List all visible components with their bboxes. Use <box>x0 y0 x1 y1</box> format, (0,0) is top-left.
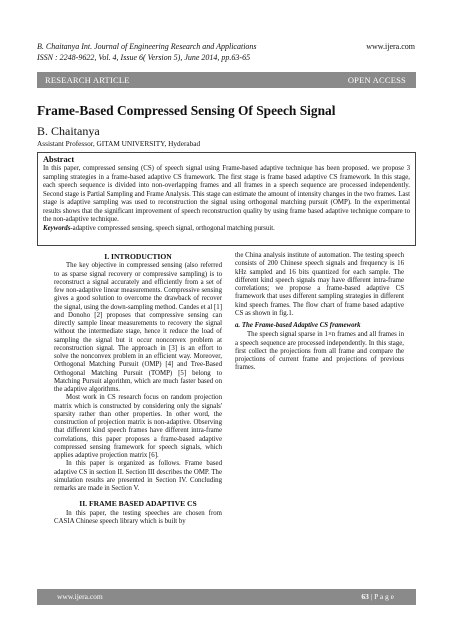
paper-title: Frame-Based Compressed Sensing Of Speech Signal <box>37 103 336 118</box>
page-number <box>361 592 394 601</box>
intro-paragraph-3: In this paper is organized as follows. Frame based adaptive CS in section II. Section III describes the OMP. The simulation results are presented in Section IV. Concluding remarks are made in Section V. <box>54 460 222 492</box>
journal-website[interactable]: www.ijera.com <box>366 42 415 51</box>
subsection-a-heading: a. The Frame-based Adaptive CS framework <box>235 322 361 329</box>
section-2-heading: II. FRAME BASED ADAPTIVE CS <box>79 499 197 509</box>
keywords-line <box>43 225 410 234</box>
introduction-heading: I. INTRODUCTION <box>104 252 172 261</box>
keywords-text: adaptive compressed sensing, speech signal, orthogonal matching pursuit. <box>72 224 275 232</box>
intro-paragraph-1: The key objective in compressed sensing (also referred to as sparse signal recovery or compressive sampling) is to reconstruct a signal accurately and efficiently from a set of few non-adaptive linear measurements. Compressive sensing gives a good solution to overcome the drawback of recover the signal, using the down-sampling method. Candes et al [1] and Donoho [2] proposes that compressive sensing can directly sample linear measurements to recovery the signal without the intermediate stage, hence it reduce the load of sampling the signal but it occur nonconvex problem at reconstruction signal. The approach in [3] is an effort to solve the nonconvex problem in an efficient way. Moreover, Orthogonal Matching Pursuit (OMP) [4] and Tree-Based Orthogonal Matching Pursuit (TOMP) [5] belong to Matching Pursuit algorithm, which are much faster based on the adaptive algorithms. <box>54 262 222 393</box>
footer-website[interactable]: www.ijera.com <box>57 592 103 601</box>
right-column <box>235 252 404 373</box>
subsection-a-paragraph-1: The speech signal sparse in 1×n frames and all frames in a speech sequence are processed independently. In this stage, first collect the projections from all frame and compare the projections of current frame and projections of previous frames. <box>235 331 404 372</box>
keywords-label: Keywords- <box>43 224 73 232</box>
journal-citation-line: B. Chaitanya Int. Journal of Engineering Research and Applications <box>37 42 257 51</box>
article-type-banner <box>37 72 416 88</box>
left-column <box>54 252 222 526</box>
issn-line: ISSN : 2248-9622, Vol. 4, Issue 6( Version 5), June 2014, pp.63-65 <box>37 52 251 62</box>
abstract-body: In this paper, compressed sensing (CS) of speech signal using Frame-based adaptive technique has been proposed. we propose 3 sampling strategies in a frame-based adaptive CS framework. The first stage is frame based adaptive CS framework. In this stage, each speech sequence is divided into non-overlapping frames and all frames in a speech sequence are processed independently. Second stage is Partial Sampling and Frame Analysis. This stage can estimate the amount of intensity changes in the two frames. Last stage is adaptive sampling was used to reconstruction the signal using orthogonal matching pursuit (OMP). In the experimental results shows that the significant improvement of speech reconstruction quality by using frame based adaptive technique compare to the non-adaptive technique. <box>43 165 410 223</box>
journal-header <box>37 42 257 63</box>
abstract-heading: Abstract <box>43 155 75 164</box>
intro-paragraph-2: Most work in CS research focus on random projection matrix which is constructed by considering only the signals' sparsity rather than other properties. In other word, the construction of projection matrix is non-adaptive. Observing that different kind speech frames have different intra-frame correlations, this paper proposes a frame-based adaptive compressed sensing framework for speech signals, which applies adaptive projection matrix [6]. <box>54 394 222 459</box>
page-number-value: 63 <box>361 592 369 601</box>
author-name: B. Chaitanya <box>37 124 100 138</box>
page-footer <box>37 589 416 605</box>
section-2-paragraph-1-continued: the China analysis institute of automation. The testing speech consists of 200 Chinese speech signals and frequency is 16 kHz sampled and 16 bits quantized for each sample. The different kind speech signals may have different intra-frame correlations; we propose a frame-based adaptive CS framework that uses different sampling strategies in different kind speech frames. The flow chart of frame based adaptive CS as shown in fig.1. <box>235 252 404 317</box>
author-affiliation: Assistant Professor, GITAM UNIVERSITY, Hyderabad <box>37 139 201 148</box>
open-access-label: OPEN ACCESS <box>347 75 406 85</box>
research-article-label: RESEARCH ARTICLE <box>45 75 130 85</box>
abstract-box <box>37 152 416 246</box>
page-label: | P a g e <box>368 592 394 601</box>
section-2-paragraph-1: In this paper, the testing speeches are chosen from CASIA Chinese speech library which is built by <box>54 509 222 525</box>
